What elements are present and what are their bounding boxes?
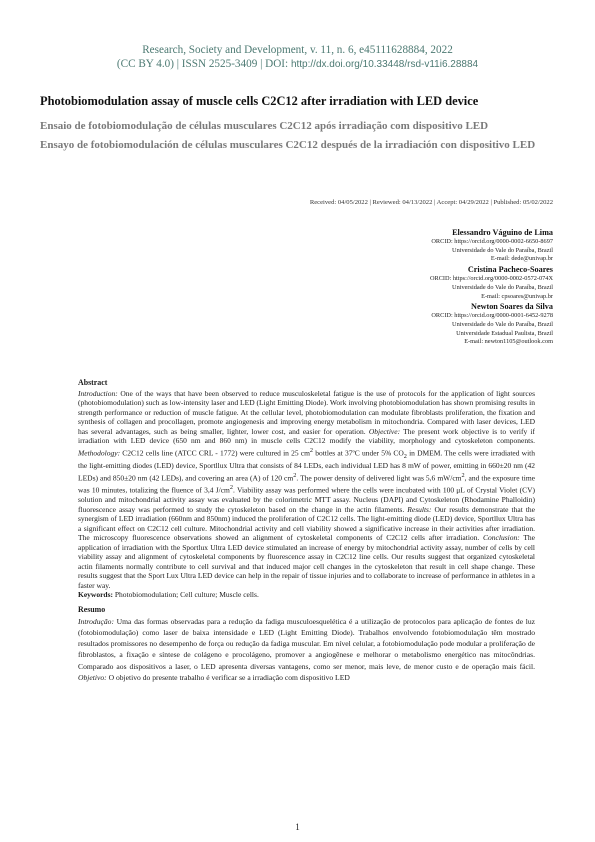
journal-license-issn-doi: [60, 57, 535, 72]
conclusion-label: Conclusion:: [483, 533, 520, 543]
conclusion-text: The application of irradiation with the Sportlux Ultra LED device stimulated an increase of energy by mitochondrial activity assay, number of cells by cell viability assay and alignment of cytoskeletal components by fluorescence assay in C2C12 line cells. Our results suggest that organized cytoskeletal actin filaments normally contribute to cell survival and that induced major cell changes in the cytoskeleton that result in cell shape change. These results suggest that the Sport Lux Ultra LED device can help in the repair of tissue injuries and to collaborate to increase of performance in athletes in a faster way.: [78, 533, 535, 590]
author-name: Newton Soares da Silva: [471, 302, 553, 312]
methodology-text: bottles at 37ºC under 5% CO: [313, 448, 404, 458]
results-label: Results:: [407, 504, 432, 514]
methodology-text: . The power density of delivered light was 5,6 mW/cm: [296, 473, 462, 483]
intro-label: Introduction:: [78, 388, 118, 398]
resumo-objective-text: O objetivo do presente trabalho é verificar se a irradiação com dispositivo LED: [106, 673, 350, 683]
title-spanish: Ensayo de fotobiomodulación de células musculares C2C12 después de la irradiación con dispositivo LED: [40, 139, 536, 151]
title-english: Photobiomodulation assay of muscle cells C2C12 after irradiation with LED device: [40, 94, 479, 108]
author-email[interactable]: E-mail: newton1105@outlook.com: [464, 338, 553, 346]
author-orcid[interactable]: ORCID: https://orcid.org/0000-0002-0572-074X: [429, 275, 553, 283]
author-affiliation: Universidade do Vale do Paraíba, Brazil: [452, 283, 553, 291]
intro-text: One of the ways that have been observed to reduce musculoskeletal fatigue is the use of protocols for the application of light sources (photobiomodulation) such as low-intensity laser and LED (Light Emitting Diode). Work involving photobiomodulation has shown promising results in strength performance or reduction of muscle fatigue. At the cellular level, photobiomodulation can modulate fibroblasts proliferation, the fixation and synthesis of collagen and procollagen, promote angiogenesis and improving energy metabolism in mitochondria. Compared with laser devices, LED has several advantages, such as being smaller, lighter, lower cost, and easier for operation.: [78, 388, 535, 436]
author-name: Cristina Pacheco-Soares: [467, 265, 553, 275]
resumo-intro-label: Introdução:: [78, 616, 114, 626]
author-email[interactable]: E-mail: cpsoares@univap.br: [481, 292, 553, 300]
keywords: [78, 590, 535, 600]
superscript: 2: [293, 471, 297, 479]
license-issn-text: (CC BY 4.0) | ISSN 2525-3409 | DOI:: [116, 58, 291, 70]
abstract-section: [78, 378, 535, 683]
author-affiliation: Universidade do Vale do Paraíba, Brazil: [452, 246, 553, 254]
methodology-label: Methodology:: [78, 448, 121, 458]
title-portuguese: Ensaio de fotobiomodulação de células musculares C2C12 após irradiação com dispositivo LED: [40, 120, 489, 132]
resumo-body: [78, 616, 535, 684]
superscript: 2: [309, 446, 314, 454]
author-2: [253, 264, 553, 301]
author-block: [253, 227, 553, 347]
resumo-heading: Resumo: [78, 605, 106, 615]
author-3: [253, 301, 553, 347]
results-text: Our results demonstrate that the synergism of LED irradiation (660nm and 850nm) induced the proliferation of C2C12 cells. The light-emitting diode (LED) device, Sportllux Ultra has a significant effect on C2C12 cell culture. Mitochondrial activity and cell viability showed a significative increase in their activities after irradiation. The microscopy fluorescence observations showed an alignment of cytoskeletal components of C2C12 cells after irradiation.: [78, 504, 535, 543]
methodology-text: , and the exposure time was 10 minutes, totalizing the fluence of 3,4 J/cm: [78, 473, 535, 495]
subscript: 2: [403, 452, 407, 460]
author-1: [253, 227, 553, 264]
methodology-text: C2C12 cells line (ATCC CRL - 1772) were cultured in 25 cm: [120, 448, 310, 458]
page-number: 1: [295, 822, 300, 832]
doi-link[interactable]: http://dx.doi.org/10.33448/rsd-v11i6.28884: [290, 59, 479, 70]
author-affiliation-2: Universidade Estadual Paulista, Brazil: [456, 329, 553, 337]
author-email[interactable]: E-mail: dede@univap.br: [490, 255, 553, 263]
author-affiliation: Universidade do Vale do Paraíba, Brazil: [452, 320, 553, 328]
abstract-body: [78, 389, 535, 591]
author-orcid[interactable]: ORCID: https://orcid.org/0000-0001-6452-9278: [431, 312, 553, 320]
author-orcid[interactable]: ORCID: https://orcid.org/0000-0002-6650-8697: [431, 238, 553, 245]
keywords-label: Keywords:: [78, 590, 113, 600]
author-name: Elessandro Váguino de Lima: [452, 228, 553, 237]
objective-label: Objective:: [368, 426, 401, 436]
journal-citation: Research, Society and Development, v. 11, n. 6, e45111628884, 2022: [142, 44, 453, 56]
abstract-heading: Abstract: [78, 378, 108, 387]
submission-dates: Received: 04/05/2022 | Reviewed: 04/13/2022 | Accept: 04/29/2022 | Published: 05/02/2022: [309, 199, 553, 206]
keywords-text: Photobiomodulation; Cell culture; Muscle cells.: [113, 590, 259, 600]
methodology-text: in DMEM. The cells were irradiated with the light-emitting diodes (LED) device, Sportllux Ultra that consists of 84 LEDs, each individual LED has 8 mW of power, emitting in 660±20 nm (42 LEDs) and 850±20 nm (42 LEDs), and covering an area (A) of 120 cm: [78, 448, 536, 483]
resumo-objective-label: Objetivo:: [78, 673, 107, 683]
methodology-text: . Viability assay was performed where the cells were incubated with 100 μL of Crystal Violet (CV) solution and mitochondrial activity assay was evaluated by the colorimetric MTT assay. Nucleus (DAPI) and Cytoskeleton (Rhodamine Phalloidin) fluorescence assay was performed to study the cytoskeleton based on the change in the actin filaments.: [78, 485, 535, 514]
superscript: 2: [461, 471, 465, 479]
superscript: 2: [229, 483, 234, 491]
objective-text: The present work objective is to verify if irradiation with LED device (650 nm and 860 nm) in muscle cells C2C12 modify the viability, morphology and cytoskeleton components.: [78, 426, 535, 446]
resumo-intro-text: Uma das formas observadas para a redução da fadiga musculoesquelética é a utilização de protocolos para aplicação de fontes de luz (fotobiomodulação) como laser de baixa intensidade e LED (Light Emitting Diode). Trabalhos envolvendo fotobiomodulação têm mostrado resultados promissores no desempenho de força ou redução da fadiga muscular. Em nível celular, a fotobiomodulação pode modular a proliferação de fibroblastos, a fixação e síntese de colágeno e procolágeno, promover a angiogênese e melhorar o metabolismo energético nas mitocôndrias. Comparado aos dispositivos a laser, o LED apresenta diversas vantagens, como ser menor, mais leve, de menor custo e de operação mais fácil.: [78, 616, 535, 671]
